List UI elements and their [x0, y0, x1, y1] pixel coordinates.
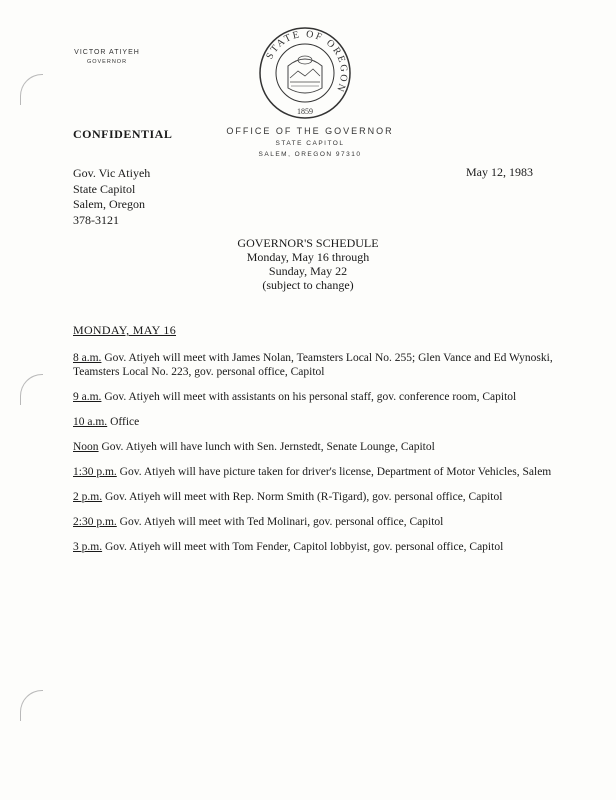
office-header	[212, 126, 408, 158]
schedule-entry	[73, 390, 593, 404]
office-name: OFFICE OF THE GOVERNOR	[226, 126, 394, 136]
entry-text: Gov. Atiyeh will meet with assistants on his personal staff, gov. conference room, Capitol	[104, 391, 517, 403]
entry-time: 3 p.m.	[73, 541, 103, 553]
governor-name	[62, 49, 152, 65]
entry-time: 2 p.m.	[73, 491, 103, 503]
seal-text: STATE OF OREGON	[264, 28, 350, 95]
schedule-entry	[73, 465, 593, 479]
address-line: 378-3121	[73, 212, 119, 227]
entry-time: Noon	[73, 441, 99, 453]
address-line: Salem, Oregon	[73, 197, 145, 211]
entry-text: Gov. Atiyeh will have lunch with Sen. Jernstedt, Senate Lounge, Capitol	[101, 441, 435, 453]
entry-text: Gov. Atiyeh will meet with Rep. Norm Smith (R-Tigard), gov. personal office, Capitol	[104, 491, 503, 503]
schedule-heading	[208, 236, 408, 292]
governor-title: GOVERNOR	[86, 59, 128, 65]
binder-hole-mark	[20, 74, 43, 105]
entry-time: 10 a.m.	[73, 416, 108, 428]
document-date: May 12, 1983	[466, 165, 533, 179]
entry-time: 8 a.m.	[73, 352, 102, 364]
address-line: State Capitol	[73, 181, 136, 196]
seal-year: 1859	[297, 107, 313, 116]
binder-hole-mark	[20, 374, 43, 405]
office-city: SALEM, OREGON 97310	[258, 151, 362, 158]
entry-text: Gov. Atiyeh will have picture taken for driver's license, Department of Motor Vehicles, Salem	[119, 466, 552, 478]
entry-time: 1:30 p.m.	[73, 466, 117, 478]
state-seal-icon	[258, 26, 352, 120]
entry-time: 2:30 p.m.	[73, 516, 117, 528]
entry-time: 9 a.m.	[73, 391, 102, 403]
heading-line: (subject to change)	[262, 278, 354, 292]
address-block	[73, 166, 150, 228]
schedule-entry	[73, 515, 593, 529]
address-line: Gov. Vic Atiyeh	[73, 166, 151, 180]
office-building: STATE CAPITOL	[275, 140, 345, 147]
entry-text: Gov. Atiyeh will meet with James Nolan, Teamsters Local No. 255; Glen Vance and Ed Wynoski, Teamsters Local No. 223, gov. personal office, Capitol	[73, 352, 553, 378]
day-heading: MONDAY, MAY 16	[73, 323, 177, 337]
heading-line: GOVERNOR'S SCHEDULE	[237, 236, 379, 250]
heading-line: Sunday, May 22	[268, 264, 348, 278]
schedule-entry	[73, 540, 593, 554]
schedule-entry	[73, 440, 593, 454]
schedule-entry	[73, 490, 593, 504]
entry-text: Gov. Atiyeh will meet with Tom Fender, Capitol lobbyist, gov. personal office, Capitol	[104, 541, 504, 553]
schedule-entry	[73, 415, 593, 429]
entry-text: Office	[110, 416, 140, 428]
governor-name-text: VICTOR ATIYEH	[74, 49, 140, 56]
schedule-entry	[73, 351, 593, 379]
binder-hole-mark	[20, 690, 43, 721]
confidential-label: CONFIDENTIAL	[73, 127, 173, 141]
heading-line: Monday, May 16 through	[246, 250, 370, 264]
entry-text: Gov. Atiyeh will meet with Ted Molinari, gov. personal office, Capitol	[119, 516, 444, 528]
schedule-entries	[73, 351, 593, 565]
